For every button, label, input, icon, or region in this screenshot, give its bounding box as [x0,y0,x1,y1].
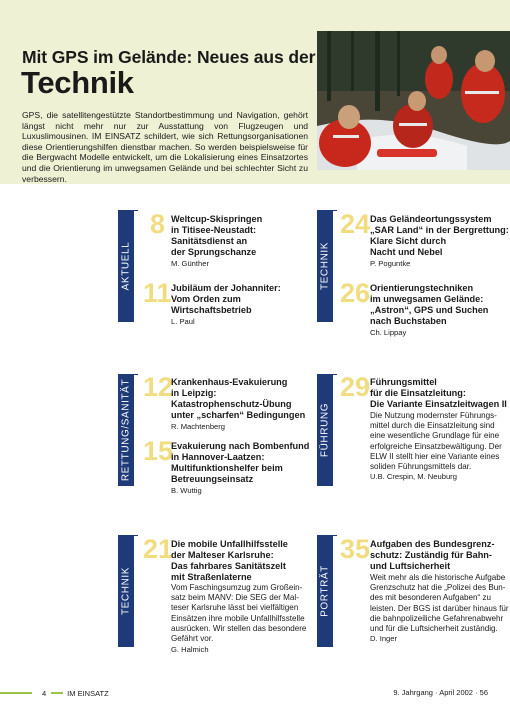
entry-title: Jubiläum der Johanniter: Vom Orden zum Wirtschaftsbetrieb [171,283,281,315]
section-bar-technik-left [118,535,134,647]
page-number: 24 [340,209,371,239]
page-number: 15 [143,436,174,466]
page-number: 29 [340,372,371,402]
entry-title: Aufgaben des Bundesgrenz- schutz: Zuständig für Bahn- und Luftsicherheit [370,539,495,571]
entry-author: D. Inger [370,634,398,643]
toc-entry-11[interactable] [143,278,333,332]
toc-entry-15[interactable] [143,436,333,500]
entry-title: Die mobile Unfallhilfsstelle der Malteser Karlsruhe: Das fahrbares Sanitätszelt mit Straßenlaterne [171,539,288,582]
page-number: 21 [143,534,174,564]
section-tick [118,374,138,375]
entry-author: R. Machtenberg [171,422,226,431]
section-tick [317,535,337,536]
page-number: 35 [340,534,371,564]
entry-author: U.B. Crespin, M. Neuburg [370,472,457,481]
page-title: Technik [21,65,134,100]
section-label-technik-left: TECHNIK [120,566,132,616]
toc-entry-24[interactable] [340,209,510,273]
entry-author: Ch. Lippay [370,328,407,337]
entry-description: Weit mehr als die historische Aufgabe Grenzschutz hat die „Polizei des Bun- des mit besonderen Aufgaben“ zu leisten. Der BGS ist darüber hinaus für die bahnpolizeiliche Gefahrenabwehr und für die Luftsicherheit zuständig. [370,573,509,634]
section-label-aktuell: AKTUELL [120,241,132,291]
page-number: 26 [340,278,371,308]
toc-entry-26[interactable] [340,278,510,342]
toc-entry-35[interactable] [340,534,510,648]
section-bar-rettung-sanitaet [118,374,134,486]
section-label-portraet: PORTRÄT [319,565,331,617]
footer-left [0,688,109,698]
entry-author: P. Poguntke [370,259,411,268]
footer-accent-line [51,692,63,694]
section-tick [317,210,337,211]
entry-author: G. Halmich [171,645,209,654]
footer-issue: 9. Jahrgang · April 2002 · 56 [393,688,488,697]
entry-title: Orientierungstechniken im unwegsamen Gelände: „Astron“, GPS und Suchen nach Buchstaben [370,283,489,326]
page-number: 12 [143,372,174,402]
rescue-photo-illustration [317,31,510,170]
section-tick [317,374,337,375]
toc-entry-21[interactable] [143,534,333,658]
rescue-photo [317,31,510,170]
section-bar-technik [317,210,333,322]
footer-accent-line [0,692,32,694]
entry-description: Vom Faschingsumzug zum Großein- satz beim MANV: Die SEG der Mal- teser Karlsruhe lässt bei vielfältigen Einsätzen ihre mobile Unfallhilfsstelle ausrücken. Wir stellen das besondere Gefährt vor. [171,583,307,644]
section-bar-fuehrung [317,374,333,486]
section-label-fuehrung: FÜHRUNG [319,402,331,458]
section-bar-portraet [317,535,333,647]
section-bar-aktuell [118,210,134,322]
entry-title: Weltcup-Skispringen in Titisee-Neustadt: Sanitätsdienst an der Sprungschanze [171,214,263,257]
footer-page-number: 4 [42,688,47,698]
footer-magazine-name: IM EINSATZ [67,688,109,698]
section-label-rettung-sanitaet: RETTUNG/SANITÄT [120,378,132,482]
page-number: 8 [150,209,166,239]
section-label-technik: TECHNIK [319,241,331,291]
entry-author: B. Wuttig [171,486,202,495]
entry-title: Führungsmittel für die Einsatzleitung: Die Variante Einsatzleitwagen II [370,377,507,409]
page-number: 11 [143,278,172,308]
entry-title: Das Geländeortungssystem „SAR Land“ in der Bergrettung: Klare Sicht durch Nacht und Nebel [370,214,509,257]
entry-author: L. Paul [171,317,195,326]
section-tick [118,210,138,211]
toc-entry-8[interactable] [150,209,330,273]
section-tick [118,535,138,536]
toc-entry-29[interactable] [340,372,510,486]
entry-title: Krankenhaus-Evakuierung in Leipzig: Katastrophenschutz-Übung unter „scharfen“ Bedingungen [171,377,306,420]
entry-title: Evakuierung nach Bombenfund in Hannover-Laatzen: Multifunktionshelfer beim Betreuungseinsatz [171,441,310,484]
entry-description: Die Nutzung modernster Führungs- mittel durch die Einsatzleitung sind eine wesentliche Grundlage für eine erfolgreiche Einsatzbewältigung. Der ELW II stellt hier eine Variante eines soliden Führungsmittels dar. [370,411,502,472]
intro-paragraph: GPS, die satellitengestützte Standortbestimmung und Navigation, gehört längst nicht mehr nur zur Ausstattung von Flugzeugen und Luxuslimousinen. IM EINSATZ schildert, wie sich Rettungsorganisationen diese Orientierungshilfen dienstbar machen. So werden beispielsweise für die Bergwacht Modelle entwickelt, um die Lokalisierung eines Einsatzortes und die Orientierung im unwegsamen Gelände und bei schlechter Sicht zu verbessern. [22,110,308,184]
entry-author: M. Günther [171,259,209,268]
toc-entry-12[interactable] [143,372,333,436]
article-kicker: Mit GPS im Gelände: Neues aus der [22,47,316,67]
